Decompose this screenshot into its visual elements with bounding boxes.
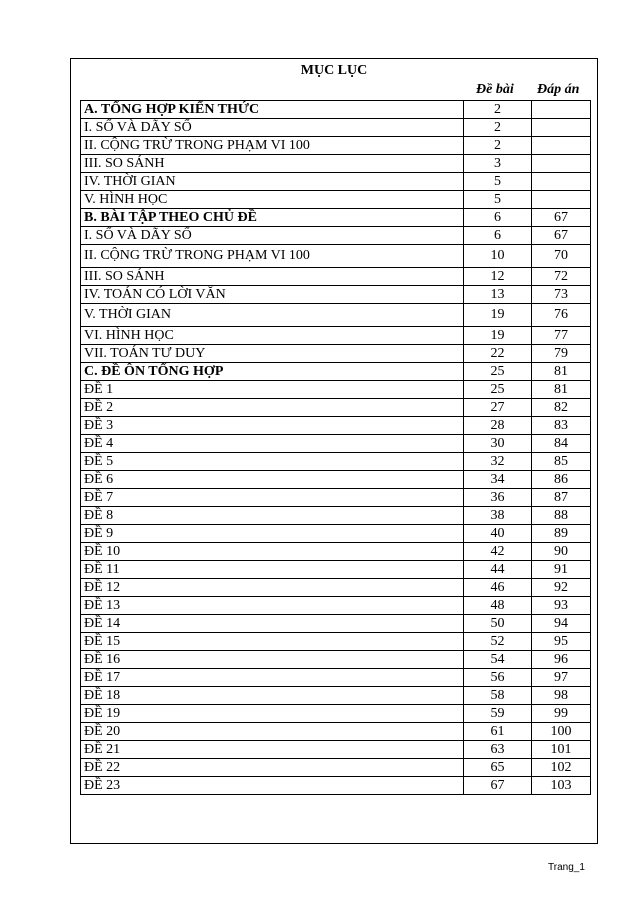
page-frame xyxy=(70,58,598,844)
toc-row[interactable] xyxy=(81,579,591,597)
toc-entry-title: V. THỜI GIAN xyxy=(81,304,464,327)
toc-row[interactable] xyxy=(81,227,591,245)
toc-row[interactable] xyxy=(81,705,591,723)
toc-entry-de-bai-page: 10 xyxy=(464,245,532,268)
toc-entry-dap-an-page: 73 xyxy=(532,286,591,304)
toc-entry-title: ĐỀ 6 xyxy=(81,471,464,489)
toc-row[interactable] xyxy=(81,268,591,286)
toc-row[interactable] xyxy=(81,286,591,304)
toc-entry-title: ĐỀ 17 xyxy=(81,669,464,687)
toc-entry-de-bai-page: 19 xyxy=(464,327,532,345)
toc-row[interactable] xyxy=(81,345,591,363)
toc-entry-title: A. TỔNG HỢP KIẾN THỨC xyxy=(81,101,464,119)
toc-entry-title: C. ĐỀ ÔN TỔNG HỢP xyxy=(81,363,464,381)
toc-row[interactable] xyxy=(81,741,591,759)
toc-entry-title: II. CỘNG TRỪ TRONG PHẠM VI 100 xyxy=(81,137,464,155)
toc-entry-dap-an-page xyxy=(532,191,591,209)
toc-entry-dap-an-page xyxy=(532,101,591,119)
toc-entry-dap-an-page: 93 xyxy=(532,597,591,615)
toc-row[interactable] xyxy=(81,561,591,579)
toc-entry-de-bai-page: 36 xyxy=(464,489,532,507)
toc-row[interactable] xyxy=(81,327,591,345)
toc-entry-title: ĐỀ 3 xyxy=(81,417,464,435)
toc-entry-de-bai-page: 2 xyxy=(464,119,532,137)
toc-entry-title: ĐỀ 13 xyxy=(81,597,464,615)
toc-row[interactable] xyxy=(81,137,591,155)
toc-entry-de-bai-page: 32 xyxy=(464,453,532,471)
toc-row[interactable] xyxy=(81,453,591,471)
toc-entry-de-bai-page: 46 xyxy=(464,579,532,597)
toc-entry-title: ĐỀ 22 xyxy=(81,759,464,777)
toc-entry-dap-an-page: 85 xyxy=(532,453,591,471)
toc-entry-de-bai-page: 5 xyxy=(464,173,532,191)
toc-entry-dap-an-page: 90 xyxy=(532,543,591,561)
toc-row[interactable] xyxy=(81,525,591,543)
toc-entry-de-bai-page: 27 xyxy=(464,399,532,417)
toc-table xyxy=(80,100,591,795)
toc-row[interactable] xyxy=(81,507,591,525)
toc-entry-dap-an-page: 72 xyxy=(532,268,591,286)
toc-entry-title: V. HÌNH HỌC xyxy=(81,191,464,209)
toc-entry-title: ĐỀ 2 xyxy=(81,399,464,417)
toc-entry-dap-an-page xyxy=(532,173,591,191)
toc-entry-title: ĐỀ 1 xyxy=(81,381,464,399)
toc-entry-de-bai-page: 12 xyxy=(464,268,532,286)
toc-entry-title: ĐỀ 15 xyxy=(81,633,464,651)
toc-row[interactable] xyxy=(81,381,591,399)
toc-entry-de-bai-page: 42 xyxy=(464,543,532,561)
toc-row[interactable] xyxy=(81,435,591,453)
toc-entry-dap-an-page xyxy=(532,137,591,155)
toc-entry-dap-an-page: 88 xyxy=(532,507,591,525)
toc-entry-dap-an-page: 76 xyxy=(532,304,591,327)
toc-row[interactable] xyxy=(81,687,591,705)
toc-entry-title: ĐỀ 16 xyxy=(81,651,464,669)
toc-entry-de-bai-page: 13 xyxy=(464,286,532,304)
toc-entry-dap-an-page xyxy=(532,119,591,137)
toc-entry-title: III. SO SÁNH xyxy=(81,268,464,286)
toc-entry-de-bai-page: 19 xyxy=(464,304,532,327)
toc-row[interactable] xyxy=(81,363,591,381)
toc-row[interactable] xyxy=(81,209,591,227)
toc-entry-title: VII. TOÁN TƯ DUY xyxy=(81,345,464,363)
toc-entry-de-bai-page: 56 xyxy=(464,669,532,687)
toc-entry-de-bai-page: 61 xyxy=(464,723,532,741)
toc-row[interactable] xyxy=(81,399,591,417)
toc-row[interactable] xyxy=(81,471,591,489)
toc-entry-de-bai-page: 28 xyxy=(464,417,532,435)
toc-row[interactable] xyxy=(81,723,591,741)
toc-entry-de-bai-page: 6 xyxy=(464,209,532,227)
toc-row[interactable] xyxy=(81,543,591,561)
toc-entry-de-bai-page: 3 xyxy=(464,155,532,173)
toc-entry-dap-an-page: 95 xyxy=(532,633,591,651)
toc-row[interactable] xyxy=(81,101,591,119)
toc-entry-de-bai-page: 52 xyxy=(464,633,532,651)
toc-entry-de-bai-page: 30 xyxy=(464,435,532,453)
toc-entry-de-bai-page: 54 xyxy=(464,651,532,669)
toc-entry-title: ĐỀ 23 xyxy=(81,777,464,795)
toc-entry-de-bai-page: 50 xyxy=(464,615,532,633)
toc-entry-title: ĐỀ 11 xyxy=(81,561,464,579)
toc-entry-dap-an-page: 84 xyxy=(532,435,591,453)
toc-row[interactable] xyxy=(81,417,591,435)
toc-row[interactable] xyxy=(81,245,591,268)
toc-row[interactable] xyxy=(81,597,591,615)
toc-entry-title: ĐỀ 21 xyxy=(81,741,464,759)
toc-entry-de-bai-page: 34 xyxy=(464,471,532,489)
toc-entry-de-bai-page: 5 xyxy=(464,191,532,209)
toc-entry-title: IV. TOÁN CÓ LỜI VĂN xyxy=(81,286,464,304)
toc-entry-title: ĐỀ 4 xyxy=(81,435,464,453)
toc-entry-title: ĐỀ 19 xyxy=(81,705,464,723)
toc-entry-title: VI. HÌNH HỌC xyxy=(81,327,464,345)
toc-entry-de-bai-page: 63 xyxy=(464,741,532,759)
toc-entry-de-bai-page: 38 xyxy=(464,507,532,525)
toc-entry-dap-an-page: 100 xyxy=(532,723,591,741)
toc-entry-de-bai-page: 48 xyxy=(464,597,532,615)
toc-entry-title: IV. THỜI GIAN xyxy=(81,173,464,191)
toc-entry-dap-an-page: 82 xyxy=(532,399,591,417)
page-number: Trang_1 xyxy=(548,862,585,873)
toc-entry-dap-an-page: 83 xyxy=(532,417,591,435)
toc-entry-de-bai-page: 25 xyxy=(464,381,532,399)
column-header-dap-an: Đáp án xyxy=(537,82,580,97)
toc-entry-de-bai-page: 25 xyxy=(464,363,532,381)
toc-entry-dap-an-page xyxy=(532,155,591,173)
toc-entry-dap-an-page: 92 xyxy=(532,579,591,597)
toc-row[interactable] xyxy=(81,489,591,507)
toc-entry-title: ĐỀ 7 xyxy=(81,489,464,507)
toc-entry-de-bai-page: 6 xyxy=(464,227,532,245)
toc-entry-title: ĐỀ 18 xyxy=(81,687,464,705)
column-header-de-bai: Đề bài xyxy=(476,82,514,97)
toc-entry-title: ĐỀ 12 xyxy=(81,579,464,597)
toc-entry-de-bai-page: 67 xyxy=(464,777,532,795)
toc-row[interactable] xyxy=(81,633,591,651)
toc-entry-dap-an-page: 81 xyxy=(532,363,591,381)
toc-entry-title: ĐỀ 10 xyxy=(81,543,464,561)
toc-entry-title: I. SỐ VÀ DÃY SỐ xyxy=(81,227,464,245)
toc-entry-title: ĐỀ 5 xyxy=(81,453,464,471)
toc-entry-title: ĐỀ 14 xyxy=(81,615,464,633)
toc-entry-title: II. CỘNG TRỪ TRONG PHẠM VI 100 xyxy=(81,245,464,268)
page-title: MỤC LỤC xyxy=(300,63,368,78)
toc-entry-dap-an-page: 98 xyxy=(532,687,591,705)
toc-entry-title: B. BÀI TẬP THEO CHỦ ĐỀ xyxy=(81,209,464,227)
toc-row[interactable] xyxy=(81,119,591,137)
toc-entry-dap-an-page: 103 xyxy=(532,777,591,795)
toc-entry-title: ĐỀ 8 xyxy=(81,507,464,525)
toc-entry-de-bai-page: 59 xyxy=(464,705,532,723)
toc-entry-dap-an-page: 97 xyxy=(532,669,591,687)
toc-entry-de-bai-page: 2 xyxy=(464,101,532,119)
toc-entry-title: I. SỐ VÀ DÃY SỐ xyxy=(81,119,464,137)
toc-entry-dap-an-page: 79 xyxy=(532,345,591,363)
toc-entry-de-bai-page: 65 xyxy=(464,759,532,777)
toc-entry-dap-an-page: 70 xyxy=(532,245,591,268)
toc-entry-dap-an-page: 67 xyxy=(532,227,591,245)
toc-row[interactable] xyxy=(81,304,591,327)
toc-row[interactable] xyxy=(81,651,591,669)
toc-row[interactable] xyxy=(81,759,591,777)
toc-entry-dap-an-page: 101 xyxy=(532,741,591,759)
toc-entry-de-bai-page: 2 xyxy=(464,137,532,155)
toc-row[interactable] xyxy=(81,669,591,687)
toc-entry-dap-an-page: 67 xyxy=(532,209,591,227)
toc-entry-dap-an-page: 99 xyxy=(532,705,591,723)
toc-row[interactable] xyxy=(81,777,591,795)
toc-entry-de-bai-page: 22 xyxy=(464,345,532,363)
toc-entry-dap-an-page: 102 xyxy=(532,759,591,777)
toc-row[interactable] xyxy=(81,155,591,173)
toc-entry-dap-an-page: 81 xyxy=(532,381,591,399)
toc-row[interactable] xyxy=(81,173,591,191)
toc-entry-dap-an-page: 94 xyxy=(532,615,591,633)
toc-entry-dap-an-page: 96 xyxy=(532,651,591,669)
toc-entry-de-bai-page: 58 xyxy=(464,687,532,705)
toc-entry-dap-an-page: 77 xyxy=(532,327,591,345)
toc-entry-de-bai-page: 40 xyxy=(464,525,532,543)
toc-row[interactable] xyxy=(81,191,591,209)
toc-entry-dap-an-page: 87 xyxy=(532,489,591,507)
toc-entry-dap-an-page: 86 xyxy=(532,471,591,489)
toc-entry-dap-an-page: 89 xyxy=(532,525,591,543)
toc-entry-de-bai-page: 44 xyxy=(464,561,532,579)
toc-entry-dap-an-page: 91 xyxy=(532,561,591,579)
toc-entry-title: ĐỀ 20 xyxy=(81,723,464,741)
toc-row[interactable] xyxy=(81,615,591,633)
toc-entry-title: ĐỀ 9 xyxy=(81,525,464,543)
toc-entry-title: III. SO SÁNH xyxy=(81,155,464,173)
